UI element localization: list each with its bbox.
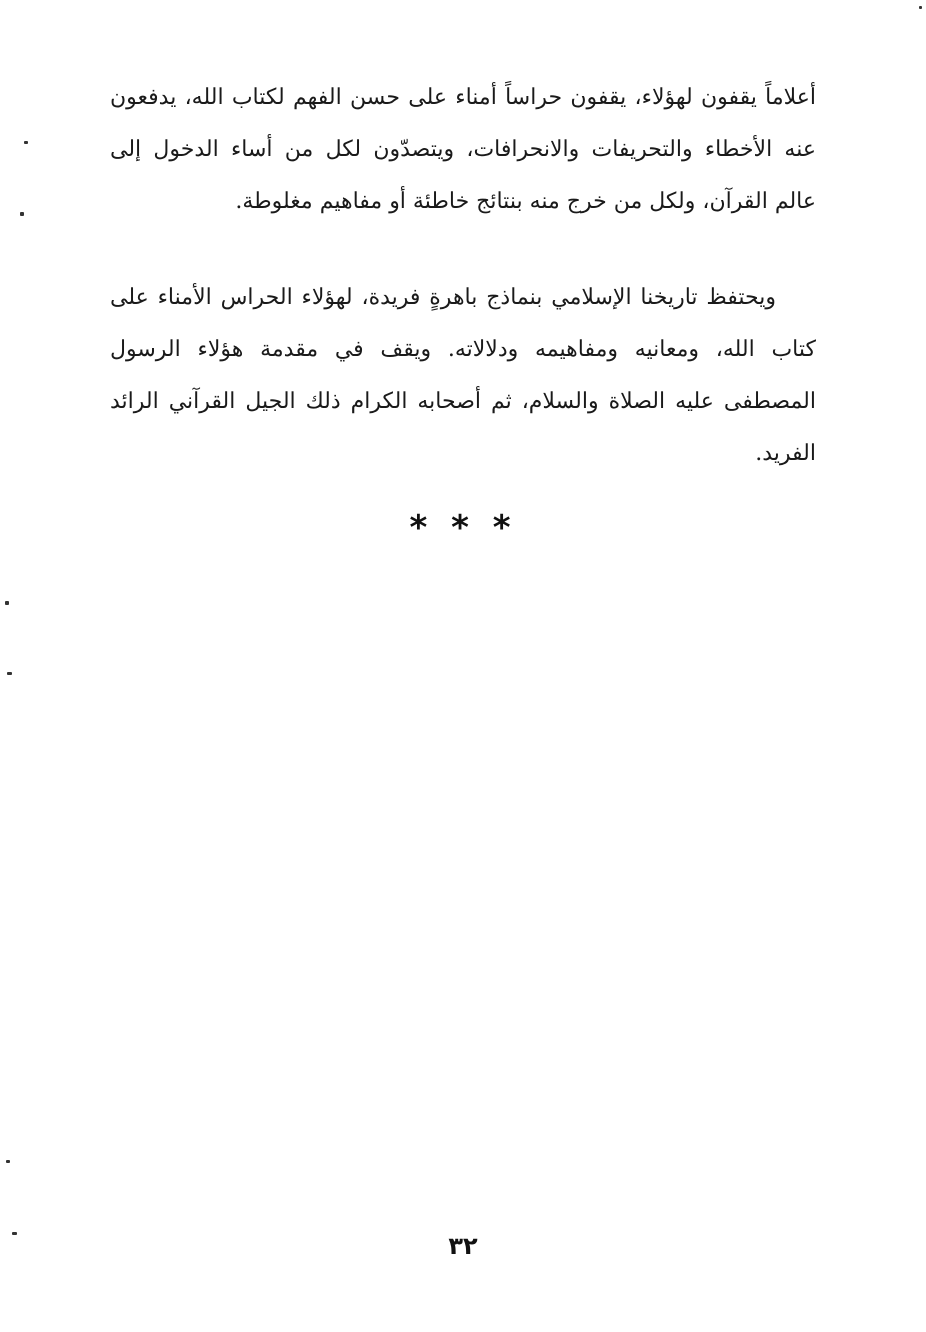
paragraph-1	[110, 72, 816, 228]
paragraph-2	[110, 272, 816, 480]
section-separator: * * *	[409, 508, 517, 548]
scan-speck	[919, 6, 922, 9]
paragraph-2-text: ويحتفظ تاريخنا الإسلامي بنماذج باهرةٍ فريدة، لهؤلاء الحراس الأمناء على كتاب الله، ومعانيه ومفاهيمه ودلالاته. ويقف في مقدمة هؤلاء الرسول المصطفى عليه الصلاة والسلام، ثم أصحابه الكرام ذلك الجيل القرآني الرائد الفريد.	[110, 285, 816, 466]
scan-speck	[7, 672, 12, 675]
scan-speck	[20, 212, 24, 216]
page-number: ٣٢	[448, 1232, 478, 1260]
scan-speck	[12, 1232, 17, 1235]
scan-speck	[6, 1160, 10, 1163]
scan-speck	[5, 601, 9, 605]
scan-speck	[24, 141, 28, 144]
paragraph-1-text: أعلاماً يقفون لهؤلاء، يقفون حراساً أمناء على حسن الفهم لكتاب الله، يدفعون عنه الأخطاء والتحريفات والانحرافات، ويتصدّون لكل من أساء الدخول إلى عالم القرآن، ولكل من خرج منه بنتائج خاطئة أو مفاهيم مغلوطة.	[110, 85, 816, 214]
